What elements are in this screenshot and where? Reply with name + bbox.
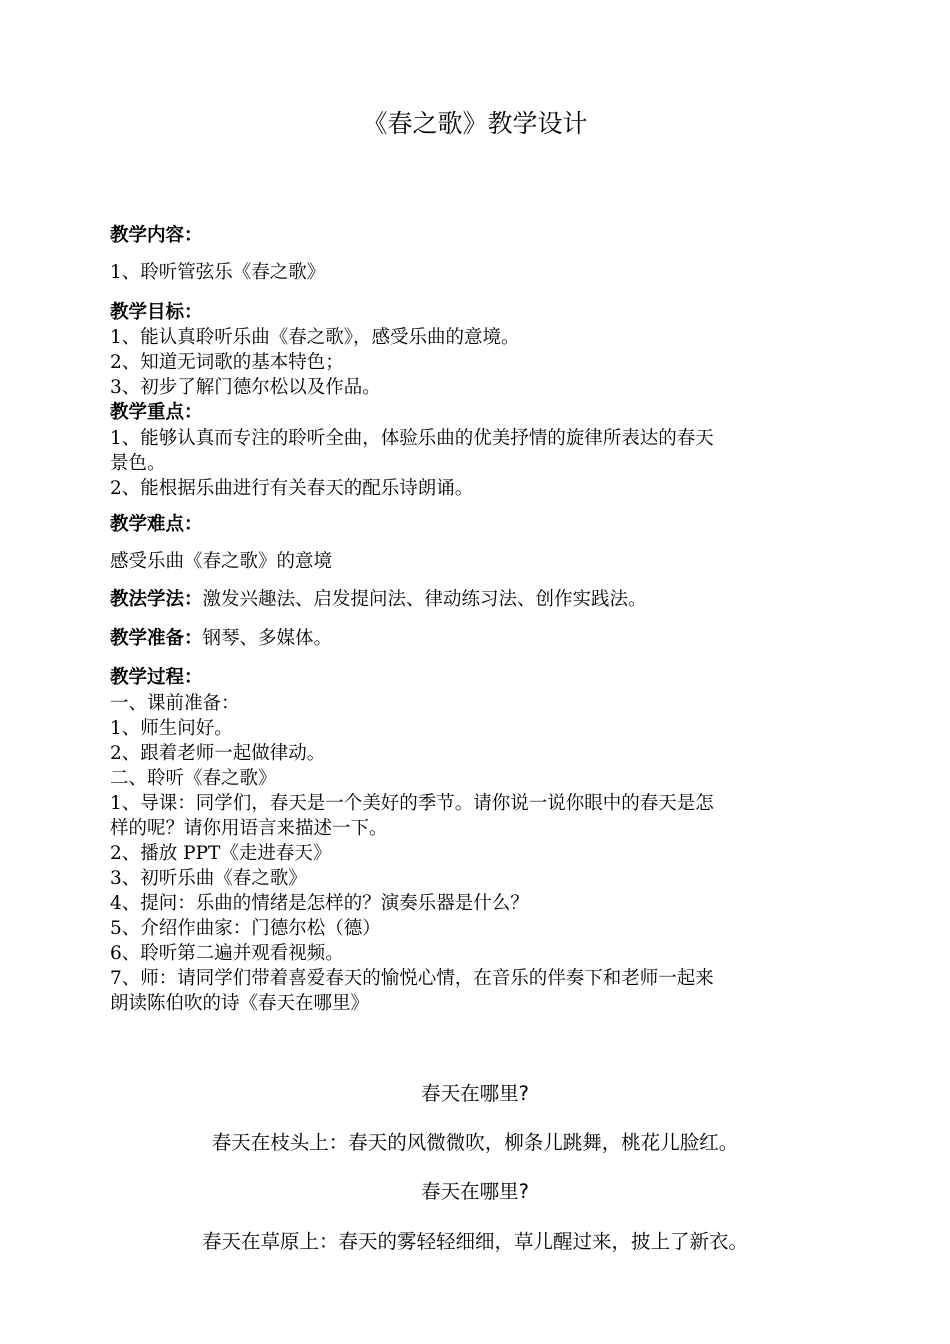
methods-line <box>110 588 845 613</box>
difficulty-heading: 教学难点： <box>110 514 203 535</box>
process-line: 朗读陈伯吹的诗《春天在哪里》 <box>110 993 370 1014</box>
teaching-goal-item: 1、能认真聆听乐曲《春之歌》，感受乐曲的意境。 <box>110 327 520 348</box>
poem-line: 春天在草原上：春天的雾轻轻细细，草儿醒过来，披上了新衣。 <box>201 1230 748 1253</box>
methods-heading: 教法学法： <box>110 589 203 610</box>
process-line: 样的呢？请你用语言来描述一下。 <box>110 818 388 839</box>
key-point-item: 1、能够认真而专注的聆听全曲，体验乐曲的优美抒情的旋律所表达的春天 <box>110 428 714 449</box>
process-line: 7、师：请同学们带着喜爱春天的愉悦心情，在音乐的伴奏下和老师一起来 <box>110 968 714 989</box>
key-point-item: 2、能根据乐曲进行有关春天的配乐诗朗诵。 <box>110 478 474 499</box>
process-line: 6、聆听第二遍并观看视频。 <box>110 943 344 964</box>
preparation-line <box>110 627 845 652</box>
poem-line: 春天在枝头上：春天的风微微吹，柳条儿跳舞，桃花儿脸红。 <box>211 1131 739 1154</box>
poem-line: 春天在哪里? <box>421 1082 529 1105</box>
teaching-goal-item: 3、初步了解门德尔松以及作品。 <box>110 377 381 398</box>
key-points-heading: 教学重点： <box>110 402 203 423</box>
process-line: 二、聆听《春之歌》 <box>110 768 277 789</box>
difficulty-text: 感受乐曲《春之歌》的意境 <box>110 551 333 572</box>
process-line: 1、导课：同学们，春天是一个美好的季节。请你说一说你眼中的春天是怎 <box>110 793 714 814</box>
teaching-content-heading: 教学内容： <box>110 225 203 246</box>
teaching-goals-heading: 教学目标： <box>110 302 203 323</box>
process-line: 5、介绍作曲家：门德尔松（德） <box>110 918 381 939</box>
process-heading: 教学过程： <box>110 667 203 688</box>
process-line: 2、播放 PPT《走进春天》 <box>110 843 332 864</box>
process-line: 4、提问：乐曲的情绪是怎样的？演奏乐器是什么？ <box>110 893 529 914</box>
process-line: 3、初听乐曲《春之歌》 <box>110 868 307 889</box>
process-line: 2、跟着老师一起做律动。 <box>110 743 326 764</box>
teaching-content-item: 1、聆听管弦乐《春之歌》 <box>110 262 326 283</box>
teaching-goal-item: 2、知道无词歌的基本特色； <box>110 352 344 373</box>
document-title: 《春之歌》教学设计 <box>362 109 588 138</box>
preparation-heading: 教学准备： <box>110 628 203 649</box>
preparation-text: 钢琴、多媒体。 <box>202 628 333 649</box>
poem-line: 春天在哪里? <box>421 1180 529 1203</box>
process-line: 1、师生问好。 <box>110 718 233 739</box>
process-line: 一、课前准备： <box>110 693 240 714</box>
methods-text: 激发兴趣法、启发提问法、律动练习法、创作实践法。 <box>202 589 647 610</box>
key-point-item-continued: 景色。 <box>110 453 166 474</box>
